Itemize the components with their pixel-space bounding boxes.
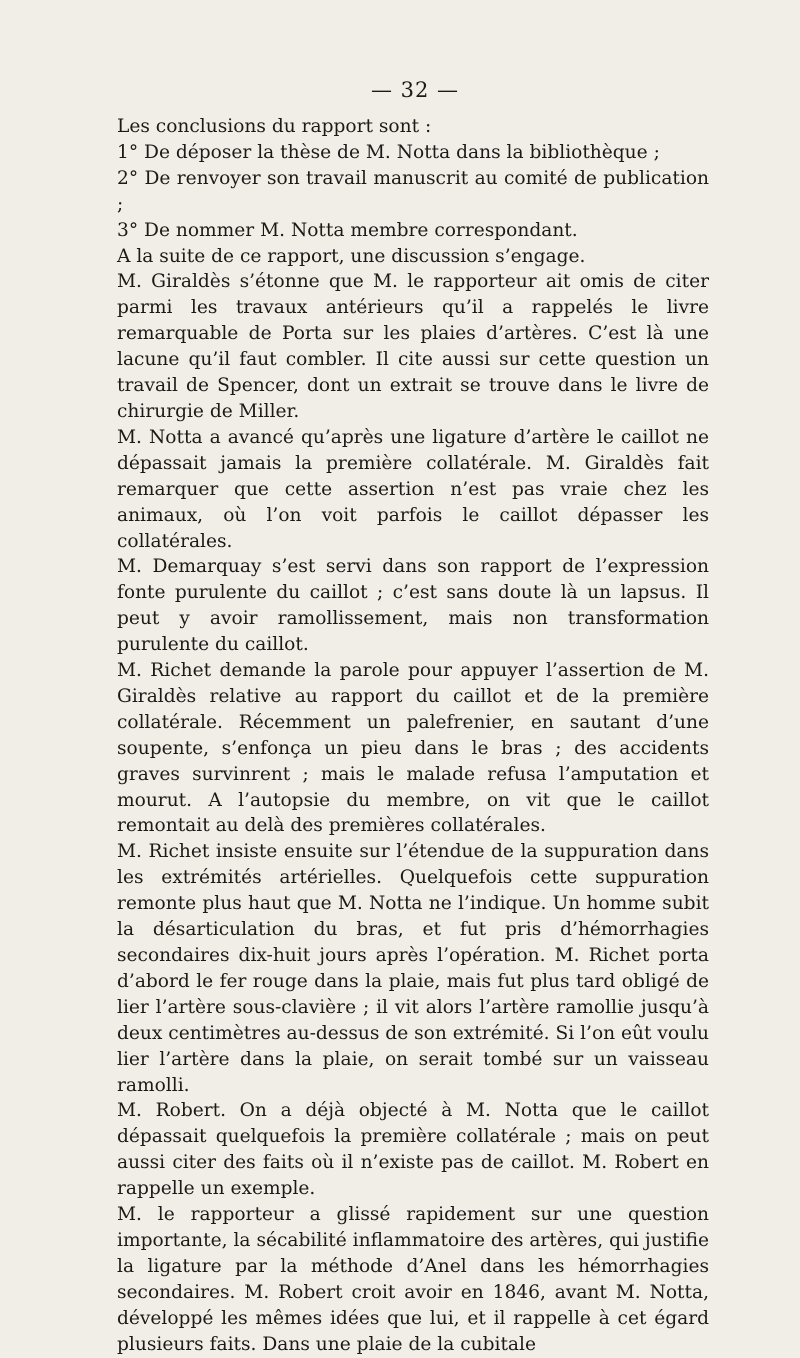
paragraph: 2° De renvoyer son travail manuscrit au comité de publication ;: [117, 167, 709, 215]
paragraph: M. Demarquay s’est servi dans son rapport de l’expression fonte purulente du caillot ; c’est sans doute là un lapsus. Il peut y avoir ramollissement, mais non transformation purulente du caillot.: [117, 556, 709, 656]
paragraph: 3° De nommer M. Notta membre correspondant.: [117, 219, 578, 241]
paragraph: M. le rapporteur a glissé rapidement sur une question importante, la sécabilité inflammatoire des artères, qui justifie la ligature par la méthode d’Anel dans les hémorrhagies secondaires. M. Robert croit avoir en 1846, avant M. Notta, développé les mêmes idées que lui, et il rappelle à cet égard plusieurs faits. Dans une plaie de la cubitale: [117, 1204, 709, 1355]
page-number: — 32 —: [370, 78, 460, 102]
paragraph: Les conclusions du rapport sont :: [117, 116, 432, 137]
body-text: [117, 114, 709, 1358]
paragraph: A la suite de ce rapport, une discussion s’engage.: [117, 245, 586, 267]
paragraph: 1° De déposer la thèse de M. Notta dans la bibliothèque ;: [117, 141, 660, 163]
paragraph: M. Notta a avancé qu’après une ligature d’artère le caillot ne dépassait jamais la première collatérale. M. Giraldès fait remarquer que cette assertion n’est pas vraie chez les animaux, où l’on voit parfois le caillot dépasser les collatérales.: [117, 426, 709, 552]
paragraph: M. Giraldès s’étonne que M. le rapporteur ait omis de citer parmi les travaux antérieurs qu’il a rappelés le livre remarquable de Porta sur les plaies d’artères. C’est là une lacune qu’il faut combler. Il cite aussi sur cette question un travail de Spencer, dont un extrait se trouve dans le livre de chirurgie de Miller.: [117, 271, 709, 422]
paragraph: M. Richet demande la parole pour appuyer l’assertion de M. Giraldès relative au rapport du caillot et de la première collatérale. Récemment un palefrenier, en sautant d’une soupente, s’enfonça un pieu dans le bras ; des accidents graves survinrent ; mais le malade refusa l’amputation et mourut. A l’autopsie du membre, on vit que le caillot remontait au delà des premières collatérales.: [117, 660, 709, 837]
paragraph: M. Richet insiste ensuite sur l’étendue de la suppuration dans les extrémités artérielles. Quelquefois cette suppuration remonte plus haut que M. Notta ne l’indique. Un homme subit la désarticulation du bras, et fut pris d’hémorrhagies secondaires dix-huit jours après l’opération. M. Richet porta d’abord le fer rouge dans la plaie, mais fut plus tard obligé de lier l’artère sous-clavière ; il vit alors l’artère ramollie jusqu’à deux centimètres au-dessus de son extrémité. Si l’on eût voulu lier l’artère dans la plaie, on serait tombé sur un vaisseau ramolli.: [117, 841, 709, 1096]
paragraph: M. Robert. On a déjà objecté à M. Notta que le caillot dépassait quelquefois la première collatérale ; mais on peut aussi citer des faits où il n’existe pas de caillot. M. Robert en rappelle un exemple.: [117, 1100, 709, 1200]
